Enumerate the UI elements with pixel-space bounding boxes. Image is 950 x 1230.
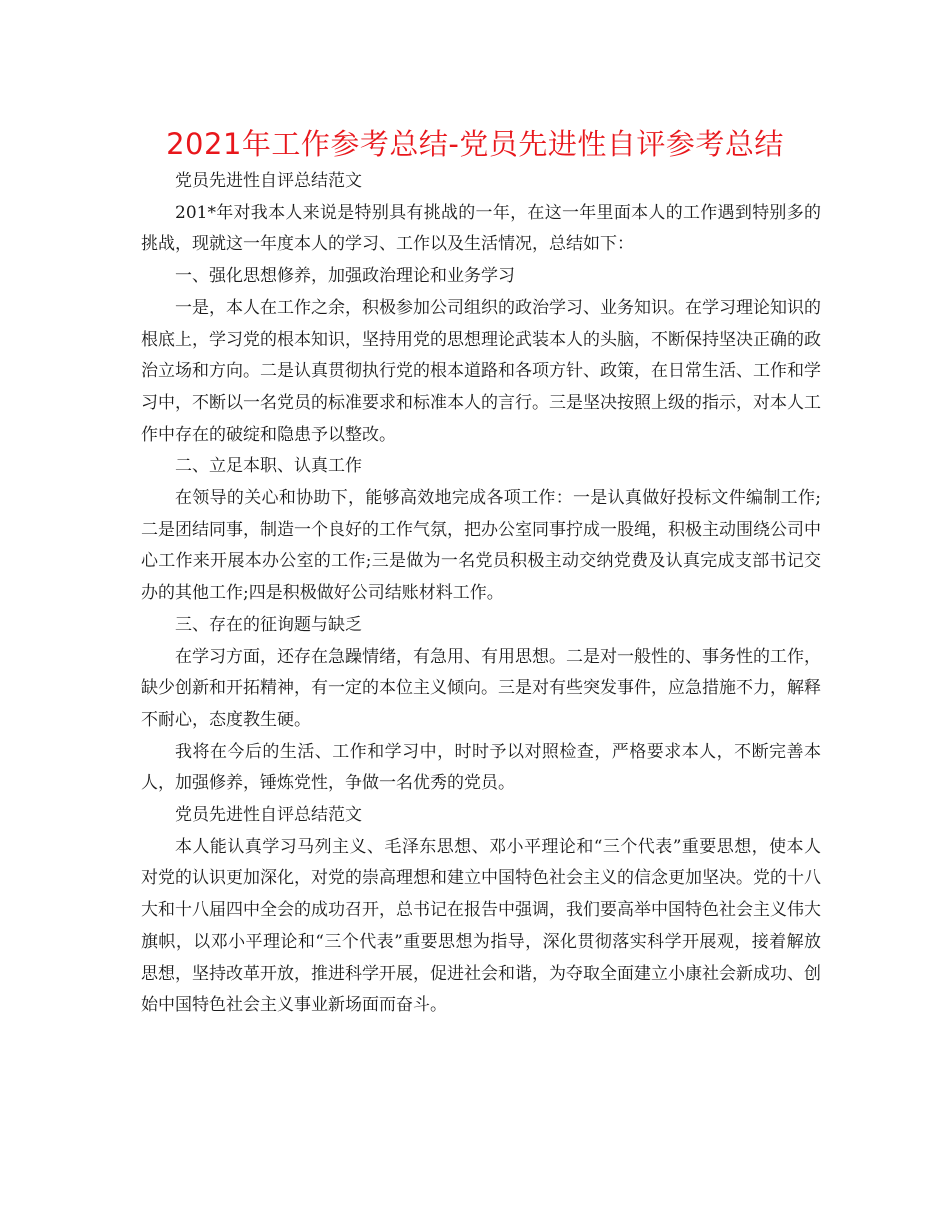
paragraph: 在学习方面，还存在急躁情绪，有急用、有用思想。二是对一般性的、事务性的工作，缺少创新和开拓精神，有一定的本位主义倾向。三是对有些突发事件，应急措施不力，解释不耐心，态度教生硬。 [141,646,821,730]
paragraph: 一是，本人在工作之余，积极参加公司组织的政治学习、业务知识。在学习理论知识的根底上，学习党的根本知识，坚持用党的思想理论武装本人的头脑，不断保持坚决正确的政治立场和方向。二是认真贯彻执行党的根本道路和各项方针、政策，在日常生活、工作和学习中，不断以一名党员的标准要求和标准本人的言行。三是坚决按照上级的指示，对本人工作中存在的破绽和隐患予以整改。 [141,297,821,445]
paragraph: 本人能认真学习马列主义、毛泽东思想、邓小平理论和“三个代表”重要思想，使本人对党的认识更加深化，对党的崇高理想和建立中国特色社会主义的信念更加坚决。党的十八大和十八届四中全会的成功召开，总书记在报告中强调，我们要高举中国特色社会主义伟大旗帜，以邓小平理论和“三个代表”重要思想为指导，深化贯彻落实科学开展观，接着解放思想，坚持改革开放，推进科学开展，促进社会和谐，为夺取全面建立小康社会新成功、创始中国特色社会主义事业新场面而奋斗。 [141,836,821,1016]
paragraph-section-heading: 党员先进性自评总结范文 [175,805,362,826]
document-body [141,166,821,1022]
paragraph: 我将在今后的生活、工作和学习中，时时予以对照检查，严格要求本人，不断完善本人，加强修养，锤炼党性，争做一名优秀的党员。 [141,741,821,794]
paragraph-subheading: 三、存在的征询题与缺乏 [175,614,362,635]
paragraph: 在领导的关心和协助下，能够高效地完成各项工作：一是认真做好投标文件编制工作;二是团结同事，制造一个良好的工作气氛，把办公室同事拧成一股绳，积极主动围绕公司中心工作来开展本办公室的工作;三是做为一名党员积极主动交纳党费及认真完成支部书记交办的其他工作;四是积极做好公司结账材料工作。 [141,488,821,604]
paragraph-section-heading: 党员先进性自评总结范文 [175,171,362,191]
paragraph: 201*年对我本人来说是特别具有挑战的一年，在这一年里面本人的工作遇到特别多的挑战，现就这一年度本人的学习、工作以及生活情况，总结如下： [141,202,821,255]
paragraph-subheading: 二、立足本职、认真工作 [175,456,362,477]
document-title: 2021年工作参考总结-党员先进性自评参考总结 [166,127,784,161]
paragraph-subheading: 一、强化思想修养，加强政治理论和业务学习 [175,266,515,287]
